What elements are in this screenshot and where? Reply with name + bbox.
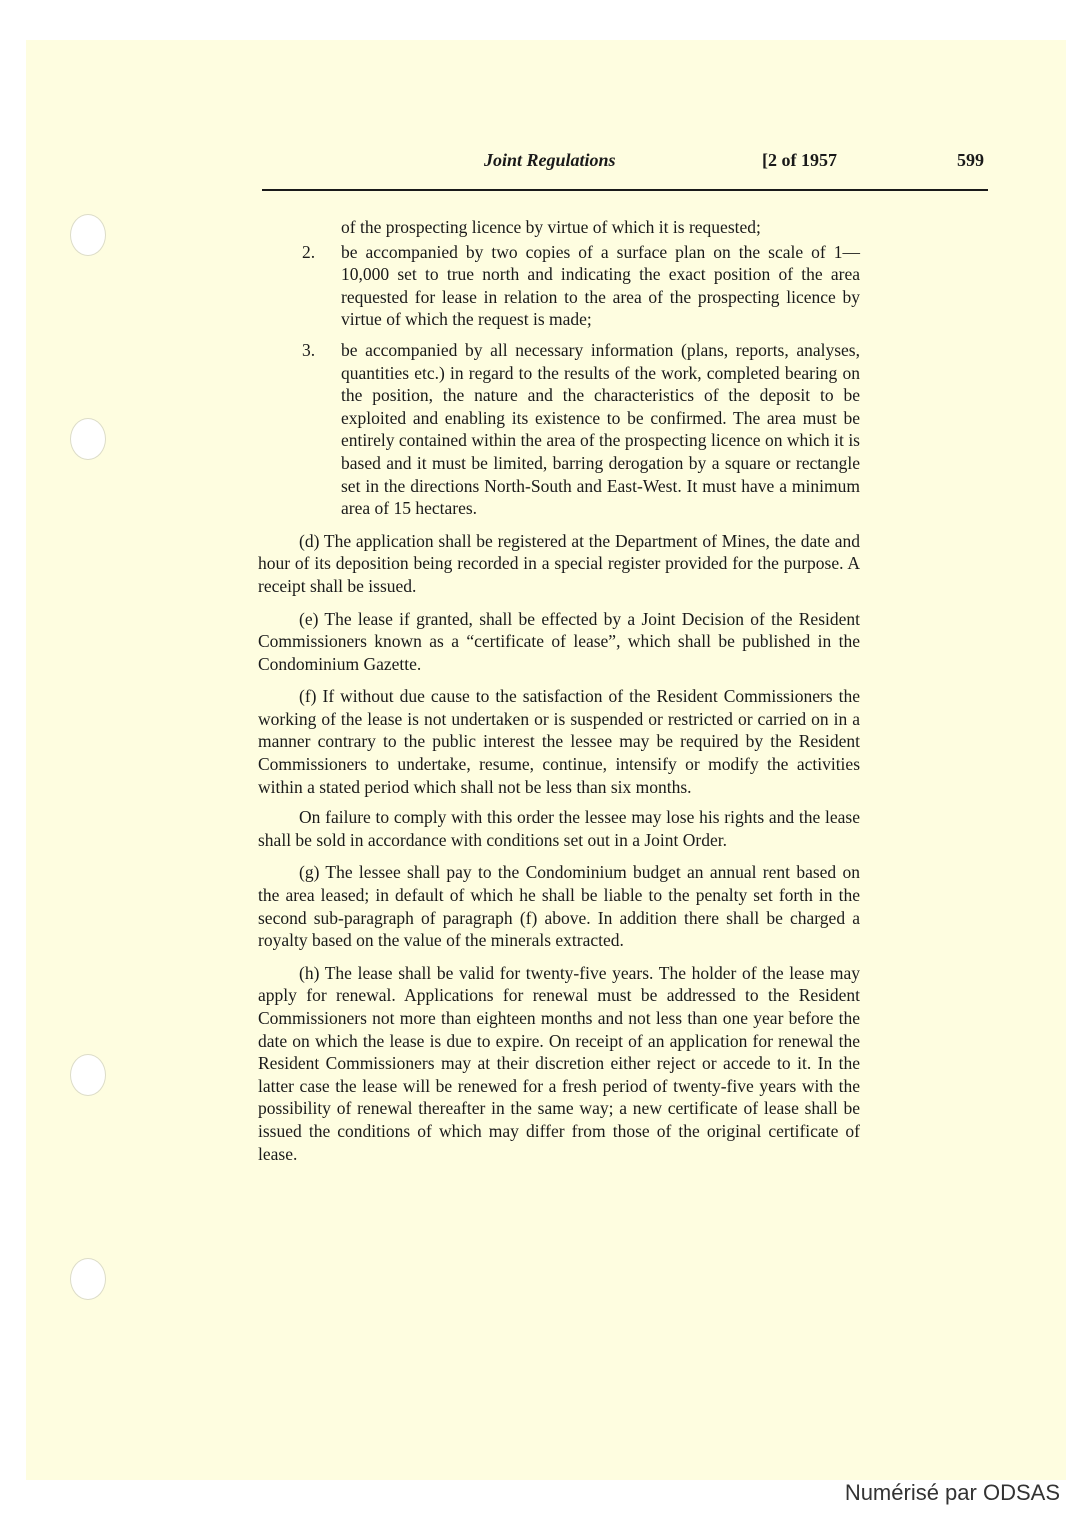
header-title: Joint Regulations xyxy=(484,150,616,170)
paragraph-h: (h) The lease shall be valid for twenty-five years. The holder of the lease may apply for renewal. Applications for renewal must be addressed to the Resident Commissioners not more than eighteen months and not less than one year before the date on which the lease is due to expire. On receipt of an application for renewal the Resident Commissioners may at their discretion either reject or accede to it. In the latter case the lease will be renewed for a fresh period of twenty-five years with the possibility of renewal thereafter in the same way; a new certificate of lease shall be issued the conditions of which may differ from those of the original certificate of lease. xyxy=(258,962,860,1164)
paragraph-f: (f) If without due cause to the satisfaction of the Resident Commissioners the working of the lease is not undertaken or is suspended or restricted or carried on in a manner contrary to the public interest the lessee may be required by the Resident Commissioners to undertake, resume, continue, intensify or modify the activities within a stated period which shall not be less than six months. xyxy=(258,686,860,797)
paragraph-d: (d) The application shall be registered at the Department of Mines, the date and hour of its deposition being recorded in a special register provided for the purpose. A receipt shall be issued. xyxy=(258,530,860,596)
running-header xyxy=(262,148,986,178)
numbered-item xyxy=(258,241,860,331)
paragraph-f-continued: On failure to comply with this order the lessee may lose his rights and the lease shall be sold in accordance with conditions set out in a Joint Order. xyxy=(258,807,860,850)
document-body xyxy=(258,216,860,1165)
header-reference: [2 of 1957 xyxy=(762,150,837,170)
item-number: 2. xyxy=(302,241,316,262)
punch-hole xyxy=(70,1054,106,1096)
digitization-credit: Numérisé par ODSAS xyxy=(844,1480,1060,1505)
item-text: be accompanied by two copies of a surface plan on the scale of 1—10,000 set to true north and indicating the exact position of the area requested for lease in relation to the area of the prospecting licence by virtue of which the request is made; xyxy=(341,241,860,330)
page-number: 599 xyxy=(957,150,984,170)
punch-hole xyxy=(70,214,106,256)
numbered-item xyxy=(258,339,860,520)
item-text: be accompanied by all necessary information (plans, reports, analyses, quantities etc.) in regard to the results of the work, completed bearing on the position, the nature and the characteristics of the deposit to be exploited and enabling its existence to be confirmed. The area must be entirely contained within the area of the prospecting licence on which it is based and it must be limited, barring derogation by a square or rectangle set in the directions North-South and East-West. It must have a minimum area of 15 hectares. xyxy=(341,339,860,519)
punch-hole xyxy=(70,1258,106,1300)
header-rule xyxy=(262,189,988,191)
paragraph-e: (e) The lease if granted, shall be effected by a Joint Decision of the Resident Commissioners known as a “certificate of lease”, which shall be published in the Condominium Gazette. xyxy=(258,608,860,674)
continuation-text: of the prospecting licence by virtue of which it is requested; xyxy=(341,217,761,237)
item-number: 3. xyxy=(302,339,316,360)
punch-hole xyxy=(70,418,106,460)
paragraph-g: (g) The lessee shall pay to the Condominium budget an annual rent based on the area leased; in default of which he shall be liable to the penalty set forth in the second sub-paragraph of paragraph (f) above. In addition there shall be charged a royalty based on the value of the minerals extracted. xyxy=(258,862,860,951)
